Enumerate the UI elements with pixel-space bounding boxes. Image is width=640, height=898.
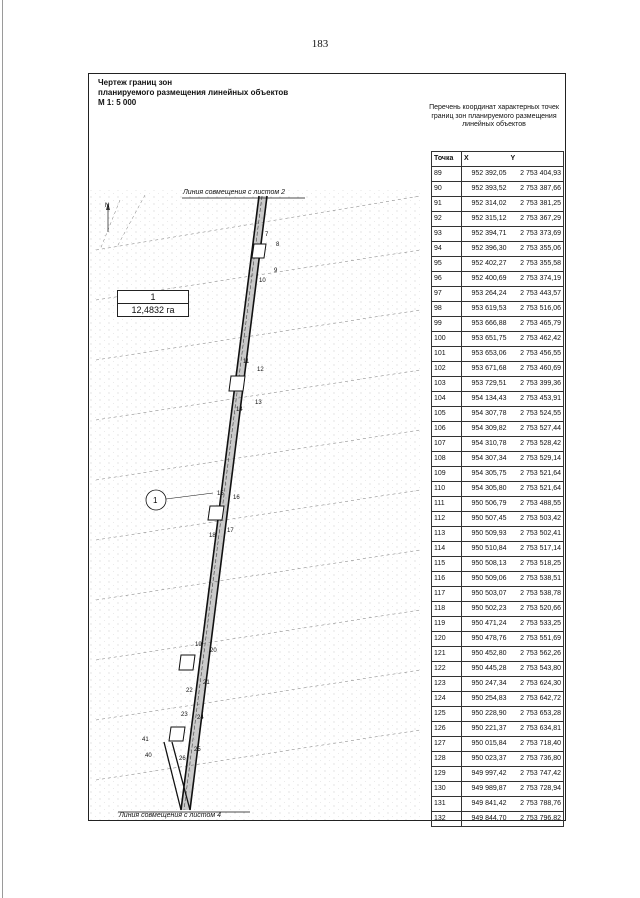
table-row [432, 527, 564, 542]
cell-y: 2 753 516,06 [509, 302, 564, 317]
cell-x: 954 307,78 [462, 407, 509, 422]
cell-point: 111 [432, 497, 462, 512]
join-label-bottom: Линия совмещения с листом 4 [119, 812, 222, 819]
cell-y: 2 753 562,26 [509, 647, 564, 662]
cell-y: 2 753 373,69 [509, 227, 564, 242]
cell-y: 2 753 453,91 [509, 392, 564, 407]
cell-point: 120 [432, 632, 462, 647]
cell-y: 2 753 518,25 [509, 557, 564, 572]
cell-x: 949 989,87 [462, 782, 509, 797]
zone-marker-text: 1 [153, 496, 158, 505]
table-row [432, 722, 564, 737]
table-row [432, 392, 564, 407]
cell-y: 2 753 747,42 [509, 767, 564, 782]
table-row [432, 737, 564, 752]
cell-y: 2 753 387,66 [509, 182, 564, 197]
table-row [432, 557, 564, 572]
cell-y: 2 753 367,29 [509, 212, 564, 227]
coordinate-table [431, 151, 564, 827]
cell-point: 107 [432, 437, 462, 452]
cell-x: 950 254,83 [462, 692, 509, 707]
cell-y: 2 753 456,55 [509, 347, 564, 362]
cell-y: 2 753 460,69 [509, 362, 564, 377]
cell-point: 94 [432, 242, 462, 257]
table-row [432, 257, 564, 272]
point-label-10: 10 [259, 278, 266, 284]
point-label-23: 23 [181, 712, 188, 718]
cell-point: 105 [432, 407, 462, 422]
header-y: Y [509, 152, 564, 167]
cell-x: 950 510,84 [462, 542, 509, 557]
cell-y: 2 753 399,36 [509, 377, 564, 392]
point-label-9: 9 [274, 268, 278, 274]
cell-point: 126 [432, 722, 462, 737]
cell-point: 119 [432, 617, 462, 632]
cell-point: 125 [432, 707, 462, 722]
cell-point: 123 [432, 677, 462, 692]
cell-point: 116 [432, 572, 462, 587]
area-number: 1 [118, 291, 188, 304]
cell-x: 952 393,52 [462, 182, 509, 197]
drawing-title-line-1: Чертеж границ зон [98, 78, 173, 87]
cell-point: 102 [432, 362, 462, 377]
cell-y: 2 753 465,79 [509, 317, 564, 332]
cell-point: 131 [432, 797, 462, 812]
cell-x: 950 228,90 [462, 707, 509, 722]
cell-point: 121 [432, 647, 462, 662]
table-row [432, 272, 564, 287]
cell-x: 953 264,24 [462, 287, 509, 302]
drawing-title-line-2: планируемого размещения линейных объектов [98, 88, 289, 97]
cell-point: 127 [432, 737, 462, 752]
point-label-41: 41 [142, 737, 149, 743]
cell-x: 953 651,75 [462, 332, 509, 347]
cell-x: 954 307,34 [462, 452, 509, 467]
cell-x: 952 396,30 [462, 242, 509, 257]
cell-point: 113 [432, 527, 462, 542]
cell-point: 101 [432, 347, 462, 362]
point-label-15: 15 [217, 491, 224, 497]
cell-y: 2 753 728,94 [509, 782, 564, 797]
cell-x: 950 503,07 [462, 587, 509, 602]
cell-point: 118 [432, 602, 462, 617]
table-row [432, 167, 564, 182]
cell-y: 2 753 538,78 [509, 587, 564, 602]
cell-y: 2 753 653,28 [509, 707, 564, 722]
point-label-11: 11 [243, 359, 250, 365]
table-row [432, 407, 564, 422]
table-row [432, 752, 564, 767]
point-label-12: 12 [257, 367, 264, 373]
cell-point: 132 [432, 812, 462, 827]
cell-y: 2 753 443,57 [509, 287, 564, 302]
cell-x: 954 305,75 [462, 467, 509, 482]
cell-point: 98 [432, 302, 462, 317]
cell-point: 128 [432, 752, 462, 767]
point-label-14: 14 [236, 407, 243, 413]
cell-x: 950 015,84 [462, 737, 509, 752]
table-row [432, 632, 564, 647]
cell-x: 952 315,12 [462, 212, 509, 227]
table-row [432, 512, 564, 527]
cell-x: 950 247,34 [462, 677, 509, 692]
point-label-16: 16 [233, 495, 240, 501]
table-row [432, 797, 564, 812]
cell-y: 2 753 624,30 [509, 677, 564, 692]
cell-y: 2 753 517,14 [509, 542, 564, 557]
table-row [432, 182, 564, 197]
table-header-row [432, 152, 564, 167]
cell-point: 130 [432, 782, 462, 797]
cell-point: 100 [432, 332, 462, 347]
cell-x: 950 507,45 [462, 512, 509, 527]
cell-y: 2 753 462,42 [509, 332, 564, 347]
cell-point: 114 [432, 542, 462, 557]
cell-y: 2 753 520,66 [509, 602, 564, 617]
cell-y: 2 753 718,40 [509, 737, 564, 752]
cell-x: 954 305,80 [462, 482, 509, 497]
cell-x: 949 997,42 [462, 767, 509, 782]
table-row [432, 422, 564, 437]
point-label-8: 8 [276, 242, 280, 248]
table-row [432, 587, 564, 602]
cell-point: 96 [432, 272, 462, 287]
cell-x: 950 445,28 [462, 662, 509, 677]
point-label-40: 40 [145, 753, 152, 759]
cell-point: 90 [432, 182, 462, 197]
cell-x: 954 310,78 [462, 437, 509, 452]
cell-y: 2 753 521,64 [509, 467, 564, 482]
cell-y: 2 753 528,42 [509, 437, 564, 452]
cell-x: 952 392,05 [462, 167, 509, 182]
cell-x: 950 502,23 [462, 602, 509, 617]
table-row [432, 617, 564, 632]
header-x: X [462, 152, 509, 167]
point-label-21: 21 [203, 680, 210, 686]
cell-y: 2 753 502,41 [509, 527, 564, 542]
cell-point: 115 [432, 557, 462, 572]
cell-x: 952 402,27 [462, 257, 509, 272]
cell-y: 2 753 374,19 [509, 272, 564, 287]
header-point: Точка [432, 152, 462, 167]
cell-point: 93 [432, 227, 462, 242]
table-row [432, 437, 564, 452]
table-row [432, 767, 564, 782]
cell-y: 2 753 524,55 [509, 407, 564, 422]
point-label-18: 18 [209, 533, 216, 539]
cell-point: 108 [432, 452, 462, 467]
cell-point: 99 [432, 317, 462, 332]
cell-x: 950 452,80 [462, 647, 509, 662]
cell-y: 2 753 788,76 [509, 797, 564, 812]
cell-y: 2 753 521,64 [509, 482, 564, 497]
table-row [432, 467, 564, 482]
table-row [432, 497, 564, 512]
cell-point: 106 [432, 422, 462, 437]
cell-x: 953 653,06 [462, 347, 509, 362]
cell-point: 124 [432, 692, 462, 707]
cell-x: 952 394,71 [462, 227, 509, 242]
cell-y: 2 753 634,81 [509, 722, 564, 737]
table-row [432, 197, 564, 212]
cell-y: 2 753 355,06 [509, 242, 564, 257]
cell-y: 2 753 529,14 [509, 452, 564, 467]
cell-x: 950 478,76 [462, 632, 509, 647]
point-label-13: 13 [255, 400, 262, 406]
cell-y: 2 753 503,42 [509, 512, 564, 527]
cell-point: 97 [432, 287, 462, 302]
cell-x: 950 471,24 [462, 617, 509, 632]
cell-y: 2 753 533,25 [509, 617, 564, 632]
cell-x: 952 400,69 [462, 272, 509, 287]
cell-y: 2 753 488,55 [509, 497, 564, 512]
area-box [117, 290, 189, 317]
cell-point: 112 [432, 512, 462, 527]
point-label-22: 22 [186, 688, 193, 694]
area-value: 12,4832 га [131, 305, 175, 315]
cell-point: 103 [432, 377, 462, 392]
cell-y: 2 753 796,82 [509, 812, 564, 827]
north-label: N [105, 203, 110, 209]
cell-x: 952 314,02 [462, 197, 509, 212]
cell-point: 109 [432, 467, 462, 482]
table-row [432, 677, 564, 692]
cell-point: 95 [432, 257, 462, 272]
cell-x: 953 619,53 [462, 302, 509, 317]
cell-point: 104 [432, 392, 462, 407]
table-row [432, 332, 564, 347]
table-row [432, 317, 564, 332]
cell-point: 110 [432, 482, 462, 497]
table-row [432, 707, 564, 722]
cell-x: 950 221,37 [462, 722, 509, 737]
cell-x: 954 134,43 [462, 392, 509, 407]
cell-point: 129 [432, 767, 462, 782]
table-row [432, 242, 564, 257]
cell-x: 950 509,93 [462, 527, 509, 542]
cell-x: 949 841,42 [462, 797, 509, 812]
cell-y: 2 753 527,44 [509, 422, 564, 437]
cell-x: 950 509,06 [462, 572, 509, 587]
cell-x: 950 508,13 [462, 557, 509, 572]
point-label-26: 26 [179, 756, 186, 762]
cell-point: 91 [432, 197, 462, 212]
cell-y: 2 753 538,51 [509, 572, 564, 587]
table-row [432, 287, 564, 302]
table-row [432, 572, 564, 587]
cell-y: 2 753 551,69 [509, 632, 564, 647]
cell-x: 953 671,68 [462, 362, 509, 377]
table-row [432, 602, 564, 617]
cell-y: 2 753 404,93 [509, 167, 564, 182]
cell-y: 2 753 736,80 [509, 752, 564, 767]
cell-x: 953 666,88 [462, 317, 509, 332]
cell-x: 954 309,82 [462, 422, 509, 437]
table-row [432, 782, 564, 797]
drawing-scale: М 1: 5 000 [98, 98, 137, 107]
table-row [432, 662, 564, 677]
cell-point: 117 [432, 587, 462, 602]
cell-y: 2 753 543,80 [509, 662, 564, 677]
cell-x: 949 844,70 [462, 812, 509, 827]
table-row [432, 377, 564, 392]
table-caption: Перечень координат характерных точек границ зон планируемого размещения линейных объектов [429, 104, 559, 128]
table-row [432, 302, 564, 317]
page-number: 183 [311, 38, 329, 50]
cell-y: 2 753 355,58 [509, 257, 564, 272]
point-label-20: 20 [210, 648, 217, 654]
cell-x: 950 023,37 [462, 752, 509, 767]
table-row [432, 212, 564, 227]
cell-point: 92 [432, 212, 462, 227]
point-label-19: 19 [195, 642, 202, 648]
point-label-17: 17 [227, 528, 234, 534]
table-row [432, 227, 564, 242]
table-row [432, 647, 564, 662]
table-row [432, 482, 564, 497]
table-row [432, 812, 564, 827]
cell-point: 89 [432, 167, 462, 182]
cell-y: 2 753 642,72 [509, 692, 564, 707]
point-label-25: 25 [194, 747, 201, 753]
cell-x: 953 729,51 [462, 377, 509, 392]
table-row [432, 362, 564, 377]
table-row [432, 452, 564, 467]
point-label-24: 24 [197, 715, 204, 721]
table-row [432, 692, 564, 707]
cell-x: 950 506,79 [462, 497, 509, 512]
join-label-top: Линия совмещения с листом 2 [183, 189, 286, 196]
point-label-7: 7 [265, 232, 269, 238]
cell-y: 2 753 381,25 [509, 197, 564, 212]
table-row [432, 542, 564, 557]
cell-point: 122 [432, 662, 462, 677]
table-row [432, 347, 564, 362]
